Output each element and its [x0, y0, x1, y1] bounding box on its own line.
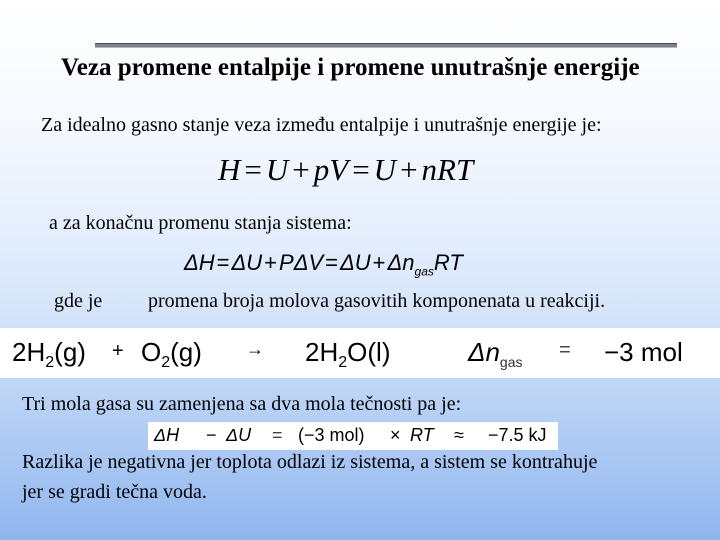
eq1-plus-2: + [400, 152, 418, 187]
calculation-equation [148, 422, 558, 450]
eq1-equals: = [244, 152, 262, 187]
delta-enthalpy-equation [184, 250, 463, 278]
eq2-equals-2: = [325, 250, 338, 275]
final-change-text: a za konačnu promenu stanja sistema: [49, 212, 352, 234]
calc-rt: RT [410, 425, 434, 445]
eq1-h: H [218, 152, 241, 187]
eq1-u: U [265, 152, 289, 187]
eq2-du-2: ΔU [340, 250, 371, 275]
enthalpy-equation [218, 152, 473, 188]
eq2-plus: + [264, 250, 278, 275]
eq1-pv: pV [313, 152, 349, 187]
reaction-equals: = [559, 339, 571, 361]
calc-times: × [390, 425, 401, 445]
calc-du: ΔU [226, 425, 252, 445]
eq2-dh: ΔH [184, 250, 215, 275]
reaction-equation [0, 328, 720, 378]
eq1-equals-2: = [352, 152, 370, 187]
eq2-gas-subscript: gas [414, 264, 434, 279]
tri-mola-text: Tri mola gasa su zamenjena sa dva mola tečnosti pa je: [22, 393, 462, 415]
eq2-du: ΔU [231, 250, 263, 275]
eq2-plus-2: + [372, 250, 386, 275]
definition-text: promena broja molova gasovitih komponenata u reakciji. [148, 290, 606, 312]
eq1-nrt: nRT [421, 152, 474, 187]
razlika-line-1: Razlika je negativna jer toplota odlazi iz sistema, a sistem se kontrahuje [22, 451, 598, 473]
eq1-plus: + [292, 152, 310, 187]
title-rule [95, 43, 677, 48]
calc-paren: (−3 mol) [298, 425, 365, 445]
reaction-plus: + [112, 340, 124, 362]
slide-title: Veza promene entalpije i promene unutrašnje energije [61, 54, 640, 81]
calc-approx: ≈ [454, 425, 464, 445]
calc-dh: ΔH [154, 425, 180, 445]
razlika-line-2: jer se gradi tečna voda. [22, 481, 207, 503]
gde-je-text: gde je [54, 290, 103, 312]
reactant-o2: $O_2(g)$ [141, 337, 202, 372]
eq2-rt: RT [433, 250, 463, 275]
reactant-h2: $2H_2(g)$ [12, 337, 86, 372]
product-h2o: $2H_2O(l)$ [305, 337, 391, 372]
reaction-delta-n: $\Delta n_{gas}$ [468, 337, 523, 371]
eq1-u-2: U [373, 152, 397, 187]
reaction-value: −3 mol [604, 337, 683, 367]
eq2-pdv: PΔV [279, 250, 324, 275]
eq2-dn: Δn [387, 250, 415, 275]
calc-value: −7.5 kJ [488, 425, 547, 445]
calc-minus: − [206, 425, 217, 445]
calc-equals: = [272, 425, 283, 445]
intro-text: Za idealno gasno stanje veza između entalpije i unutrašnje energije je: [41, 114, 602, 136]
reaction-arrow: → [246, 339, 264, 359]
eq2-equals: = [216, 250, 230, 275]
